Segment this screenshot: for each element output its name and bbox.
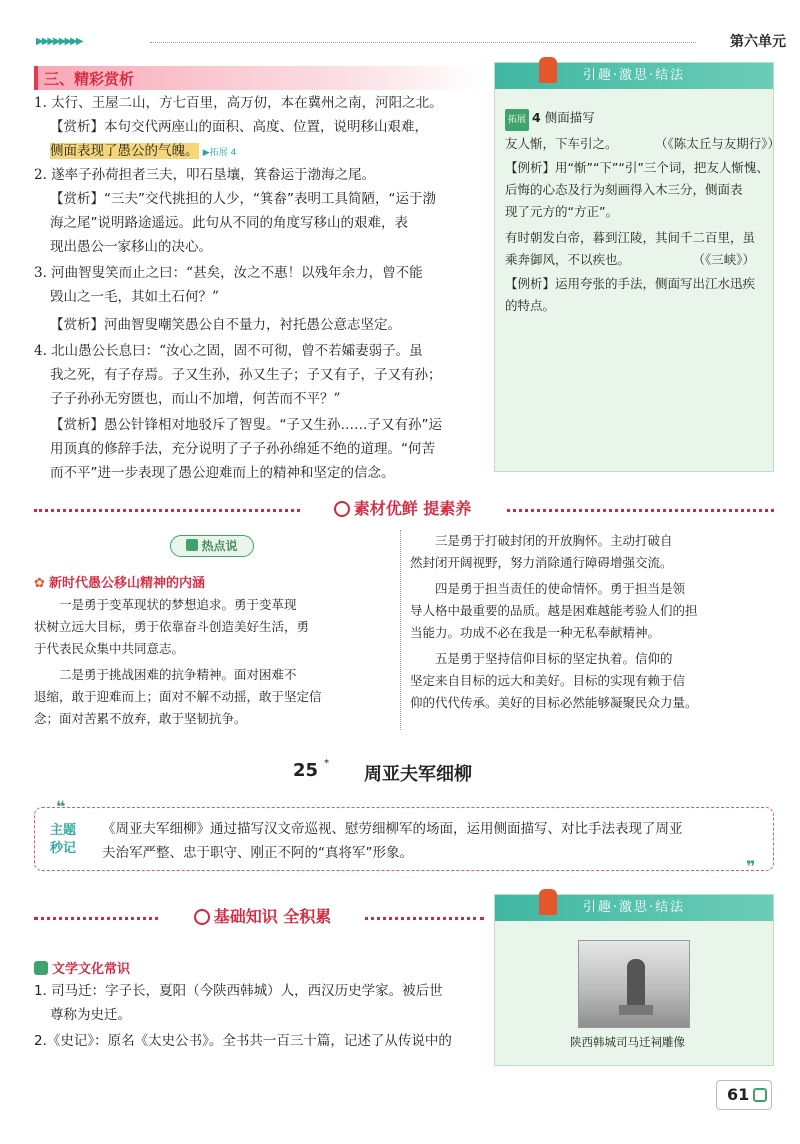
left-col-line: 于代表民众集中共同意志。 [34, 641, 185, 656]
text-line: 【赏析】愚公针锋相对地驳斥了智叟。“子又生孙……子又有孙”运 [50, 417, 442, 433]
swirl-icon [194, 909, 210, 925]
swirl-icon [334, 501, 350, 517]
hot-label: 热点说 [201, 539, 238, 553]
side-line: 现了元方的“方正”。 [505, 204, 618, 219]
page-number-box [716, 1080, 772, 1110]
side-line: 有时朝发白帝，暮到江陵，其间千二百里，虽 [505, 230, 756, 245]
left-col-line: 退缩，敢于迎难而上；面对不解不动摇，敢于坚定信 [34, 689, 322, 704]
statue-base [619, 1005, 653, 1015]
text-line: 现出愚公一家移山的决心。 [50, 239, 212, 255]
topic-heading [34, 572, 205, 591]
right-col-line: 然封闭开阔视野，努力消除通行障碍增强交流。 [410, 555, 673, 570]
hot-badge [170, 535, 254, 557]
statue-figure [627, 959, 645, 1009]
right-col-line: 五是勇于坚持信仰目标的坚定执着。信仰的 [410, 651, 673, 666]
section-title: 三、精彩赏析 [44, 70, 135, 88]
section-header [34, 66, 484, 90]
text-line: 【赏析】本句交代两座山的面积、高度、位置，说明移山艰难， [50, 119, 428, 135]
right-col-line: 坚定来自目标的远大和美好。目标的实现有赖于信 [410, 673, 686, 688]
right-col-line: 三是勇于打破封闭的开放胸怀。主动打破自 [410, 533, 673, 548]
summary-line: 《周亚夫军细柳》通过描写汉文帝巡视、慰劳细柳军的场面，运用侧面描写、对比手法表现了周亚 [102, 821, 683, 837]
header-dots: ▶▶▶▶▶▶▶▶ [36, 36, 82, 47]
side-box-header [495, 63, 773, 89]
left-col-line: 一是勇于变革现状的梦想追求。勇于变革现 [34, 597, 297, 612]
text-line: 3. 河曲智叟笑而止之曰：“甚矣，汝之不惠！以残年余力，曾不能 [34, 265, 423, 281]
expand-tag: ▶拓展 4 [202, 148, 237, 158]
unit-title: 第六单元 [730, 34, 786, 50]
side-line: 乘奔御风，不以疾也。 （《三峡》） [505, 252, 756, 267]
summary-line: 夫治军严整、忠于职守、刚正不阿的“真将军”形象。 [102, 845, 413, 861]
side-line: 的特点。 [505, 298, 556, 313]
side-line: 友人惭，下车引之。 （《陈太丘与友期行》） [505, 136, 781, 151]
person-icon [539, 57, 557, 83]
banner [160, 904, 365, 930]
chapter-title: 周亚夫军细柳 [364, 764, 472, 785]
column-divider [400, 530, 401, 730]
lit-heading [34, 958, 130, 977]
quote-open-icon: ❝ [56, 797, 66, 816]
summary-label: 主题秒记 [50, 823, 77, 856]
right-col-line: 导人格中最重要的品质。越是困难越能考验人们的担 [410, 603, 698, 618]
header-rule [150, 42, 696, 43]
side-subtitle-row [505, 107, 595, 131]
person-icon [539, 889, 557, 915]
page-number: 61 [727, 1085, 750, 1104]
side-box-title: 引趣·激思·结法 [582, 68, 686, 83]
right-col-line: 当能力。功成不必在我是一种无私奉献精神。 [410, 625, 661, 640]
left-col-line: 状树立远大目标，勇于依靠奋斗创造美好生活，勇 [34, 619, 310, 634]
side-box-header [495, 895, 773, 921]
left-col-line: 念；面对苦累不放弃，敢于坚韧抗争。 [34, 711, 247, 726]
topic-title: 新时代愚公移山精神的内涵 [49, 576, 206, 591]
text-line: 【赏析】“三夫”交代挑担的人少，“箕畚”表明工具简陋，“运于渤 [50, 191, 436, 207]
text-line-with-tag [50, 140, 236, 164]
banner-title: 素材优鲜 提素养 [353, 499, 472, 518]
statue-photo [578, 940, 690, 1028]
hot-icon [186, 539, 198, 551]
side-line: 【例析】运用夸张的手法，侧面写出江水迅疾 [505, 276, 756, 291]
text-line: 我之死，有子存焉。子又生孙，孙又生子；子又有子，子又有孙； [50, 367, 442, 383]
badge-number: 4 [532, 110, 541, 125]
page-icon [753, 1088, 767, 1102]
photo-caption: 陕西韩城司马迁祠雕像 [570, 1035, 685, 1049]
text-line: 2. 遂率子孙荷担者三夫，叩石垦壤，箕畚运于渤海之尾。 [34, 167, 376, 183]
text-line: 用顶真的修辞手法，充分说明了子子孙孙绵延不绝的道理。“何苦 [50, 441, 435, 457]
lit-line: 尊称为史迁。 [50, 1007, 131, 1023]
side-subtitle: 侧面描写 [544, 110, 595, 125]
side-box-title: 引趣·激思·结法 [582, 900, 686, 915]
side-box [494, 62, 781, 472]
side-line: 【例析】用“惭”“下”“引”三个词，把友人惭愧、 [505, 160, 769, 175]
right-col-line: 四是勇于担当责任的使命情怀。勇于担当是领 [410, 581, 686, 596]
lit-title: 文学文化常识 [52, 962, 131, 977]
chapter-star: * [324, 758, 329, 769]
text-line: 毁山之一毛，其如土石何？” [50, 289, 219, 305]
text-line: 【赏析】河曲智叟嘲笑愚公自不量力，衬托愚公意志坚定。 [50, 317, 401, 333]
lit-icon [34, 961, 48, 975]
right-col-line: 仰的代代传承。美好的目标必然能够凝聚民众力量。 [410, 695, 698, 710]
text-line: 4. 北山愚公长息曰：“汝心之固，固不可彻，曾不若孀妻弱子。虽 [34, 343, 423, 359]
left-col-line: 二是勇于挑战困难的抗争精神。面对困难不 [34, 667, 297, 682]
lit-line: 1. 司马迁：字子长，夏阳（今陕西韩城）人，西汉历史学家。被后世 [34, 983, 443, 999]
side-line: 后悔的心态及行为刻画得入木三分，侧面表 [505, 182, 743, 197]
banner [300, 496, 505, 522]
text-line: 而不平”进一步表现了愚公迎难而上的精神和坚定的信念。 [50, 465, 395, 481]
expand-badge: 拓展 [505, 109, 529, 131]
quote-close-icon: ❞ [746, 857, 756, 876]
text-line: 侧面表现了愚公的气魄。 [50, 143, 199, 159]
text-line: 1. 太行、王屋二山，方七百里，高万仞，本在冀州之南，河阳之北。 [34, 95, 443, 111]
banner-title: 基础知识 全积累 [213, 907, 332, 926]
text-line: 海之尾”说明路途遥远。此句从不同的角度写移山的艰难，表 [50, 215, 408, 231]
lit-line: 2.《史记》：原名《太史公书》。全书共一百三十篇，记述了从传说中的 [34, 1033, 452, 1049]
text-line: 子子孙孙无穷匮也，而山不加增，何苦而不平？” [50, 391, 341, 407]
leaf-icon: ✿ [34, 576, 45, 591]
chapter-number: 25 [293, 760, 319, 781]
